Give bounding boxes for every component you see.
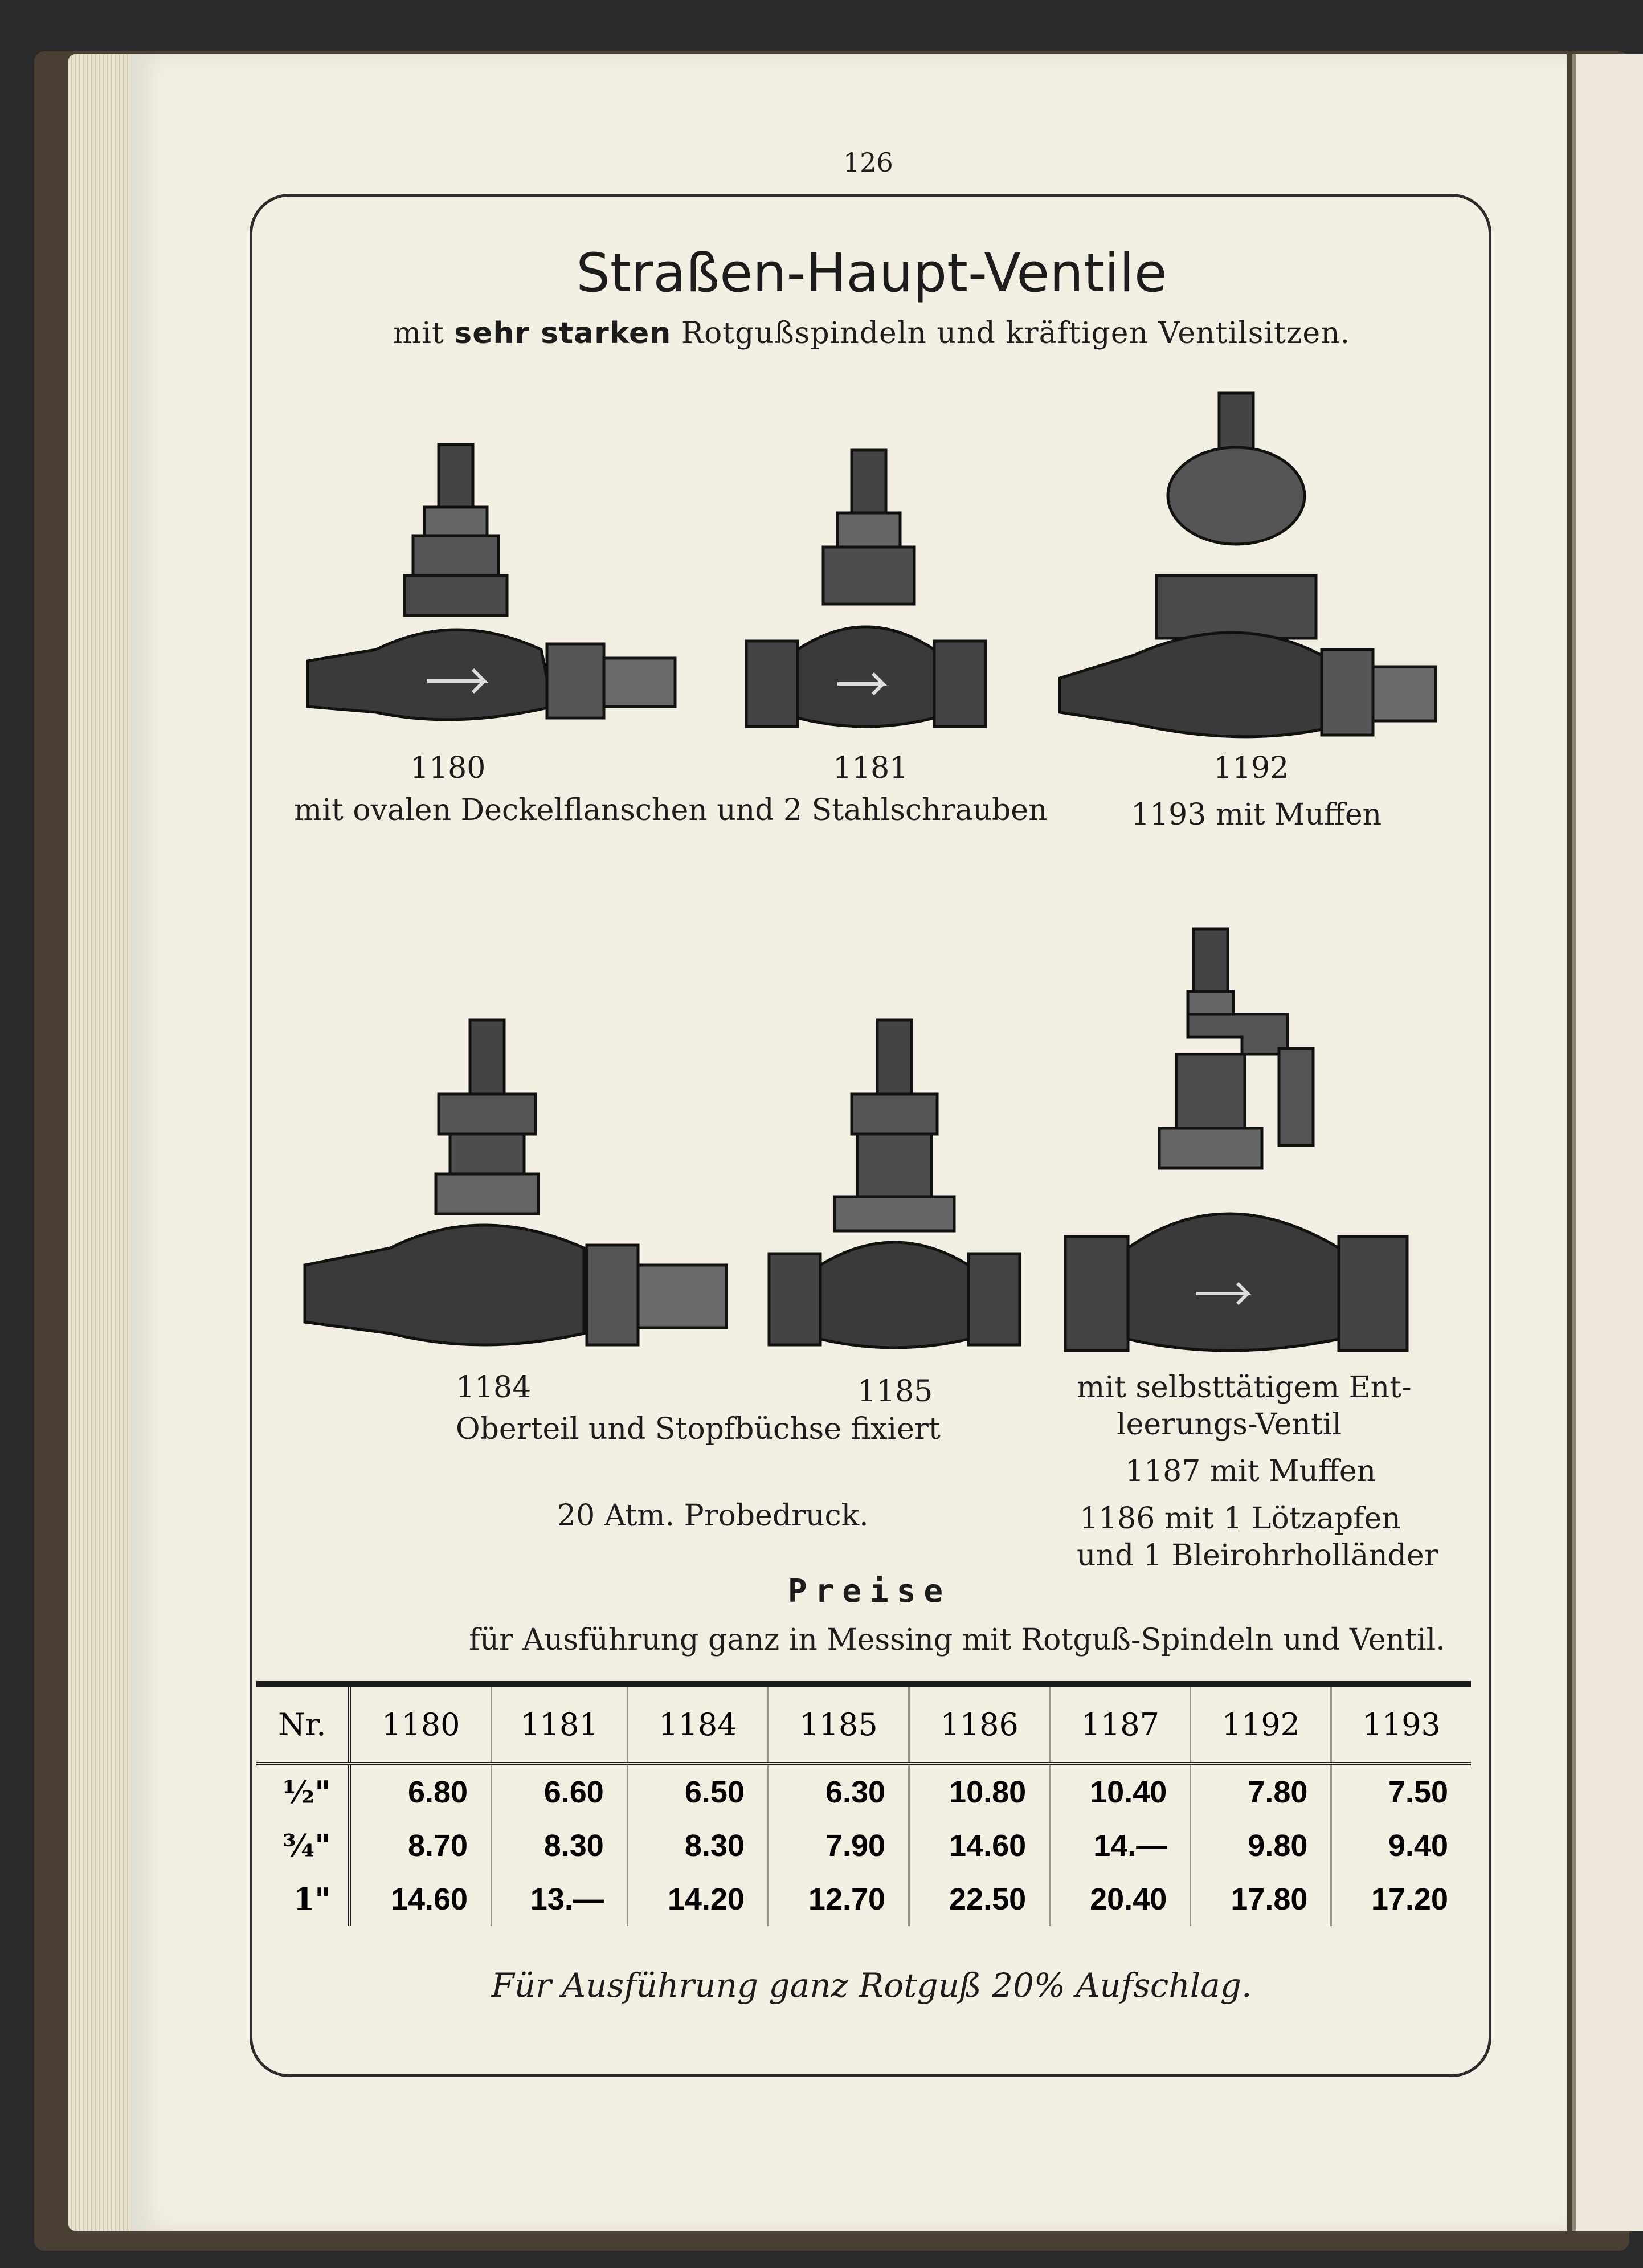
price-cell: 9.40 — [1331, 1819, 1471, 1873]
caption-1187: 1187 mit Muffen — [1125, 1454, 1376, 1488]
caption-selbsttaetig-1: mit selbsttätigem Ent- — [1077, 1370, 1412, 1405]
caption-1186-a: 1186 mit 1 Lötzapfen — [1080, 1502, 1401, 1536]
price-table — [256, 1681, 1471, 1926]
price-cell: 7.90 — [768, 1819, 909, 1873]
header-1192: 1192 — [1191, 1687, 1331, 1764]
price-cell: 9.80 — [1191, 1819, 1331, 1873]
price-cell: 8.30 — [492, 1819, 628, 1873]
price-cell: 8.70 — [349, 1819, 491, 1873]
price-table-header-row — [256, 1687, 1471, 1764]
price-cell: 12.70 — [768, 1873, 909, 1926]
subtitle-bold: sehr starken — [454, 316, 672, 350]
prices-heading: Preise — [787, 1573, 951, 1610]
price-cell: 6.60 — [492, 1764, 628, 1819]
caption-1181: 1181 — [833, 751, 909, 785]
price-cell: 20.40 — [1050, 1873, 1191, 1926]
valve-1184-illustration — [299, 1014, 732, 1356]
price-cell: 8.30 — [627, 1819, 768, 1873]
header-1185: 1185 — [768, 1687, 909, 1764]
price-cell: 7.80 — [1191, 1764, 1331, 1819]
caption-1184: 1184 — [456, 1370, 532, 1405]
price-cell: 6.80 — [349, 1764, 491, 1819]
valve-1181-illustration — [741, 444, 991, 729]
price-cell: 14.— — [1050, 1819, 1191, 1873]
page-subtitle — [0, 316, 1643, 350]
caption-1186-b: und 1 Bleirohrholländer — [1077, 1539, 1438, 1573]
table-row — [256, 1819, 1471, 1873]
valve-1180-illustration — [302, 439, 678, 729]
header-1184: 1184 — [627, 1687, 768, 1764]
caption-1180: 1180 — [410, 751, 486, 785]
size-cell: 1" — [293, 1881, 331, 1918]
valve-1186-illustration — [1054, 923, 1430, 1362]
prices-subheading: für Ausführung ganz in Messing mit Rotguß-Spindeln und Ventil. — [469, 1623, 1445, 1657]
size-cell: ½" — [282, 1774, 331, 1810]
price-cell: 22.50 — [909, 1873, 1050, 1926]
price-cell: 14.60 — [909, 1819, 1050, 1873]
price-cell: 6.50 — [627, 1764, 768, 1819]
caption-selbsttaetig-2: leerungs-Ventil — [1117, 1408, 1342, 1442]
header-1187: 1187 — [1050, 1687, 1191, 1764]
caption-probedruck: 20 Atm. Probedruck. — [557, 1499, 869, 1533]
page-title: Straßen-Haupt-Ventile — [576, 242, 1167, 304]
price-cell: 10.40 — [1050, 1764, 1191, 1819]
price-cell: 14.20 — [627, 1873, 768, 1926]
header-1193: 1193 — [1331, 1687, 1471, 1764]
table-row — [256, 1764, 1471, 1819]
caption-deckelflanschen: mit ovalen Deckelflanschen und 2 Stahlschrauben — [294, 793, 1048, 827]
size-cell: ¾" — [282, 1828, 331, 1864]
page-number: 126 — [843, 147, 893, 178]
price-cell: 13.— — [492, 1873, 628, 1926]
caption-1192: 1192 — [1213, 751, 1289, 785]
price-cell: 7.50 — [1331, 1764, 1471, 1819]
footnote: Für Ausführung ganz Rotguß 20% Aufschlag. — [491, 1966, 1252, 2005]
valve-1185-illustration — [763, 1014, 1025, 1356]
caption-oberteil: Oberteil und Stopfbüchse fixiert — [456, 1412, 941, 1446]
header-nr: Nr. — [256, 1687, 349, 1764]
caption-1193: 1193 mit Muffen — [1131, 798, 1382, 832]
header-1186: 1186 — [909, 1687, 1050, 1764]
table-row — [256, 1873, 1471, 1926]
header-1181: 1181 — [492, 1687, 628, 1764]
price-cell: 10.80 — [909, 1764, 1050, 1819]
subtitle-post: Rotgußspindeln und kräftigen Ventilsitzen. — [681, 316, 1351, 350]
price-cell: 14.60 — [349, 1873, 491, 1926]
price-table-grid — [256, 1687, 1471, 1926]
adjacent-page-edge — [1572, 54, 1643, 2231]
header-1180: 1180 — [349, 1687, 491, 1764]
subtitle-pre: mit — [393, 316, 444, 350]
price-cell: 17.20 — [1331, 1873, 1471, 1926]
price-cell: 17.80 — [1191, 1873, 1331, 1926]
caption-1185: 1185 — [857, 1374, 933, 1409]
price-cell: 6.30 — [768, 1764, 909, 1819]
valve-1192-illustration — [1054, 387, 1441, 741]
